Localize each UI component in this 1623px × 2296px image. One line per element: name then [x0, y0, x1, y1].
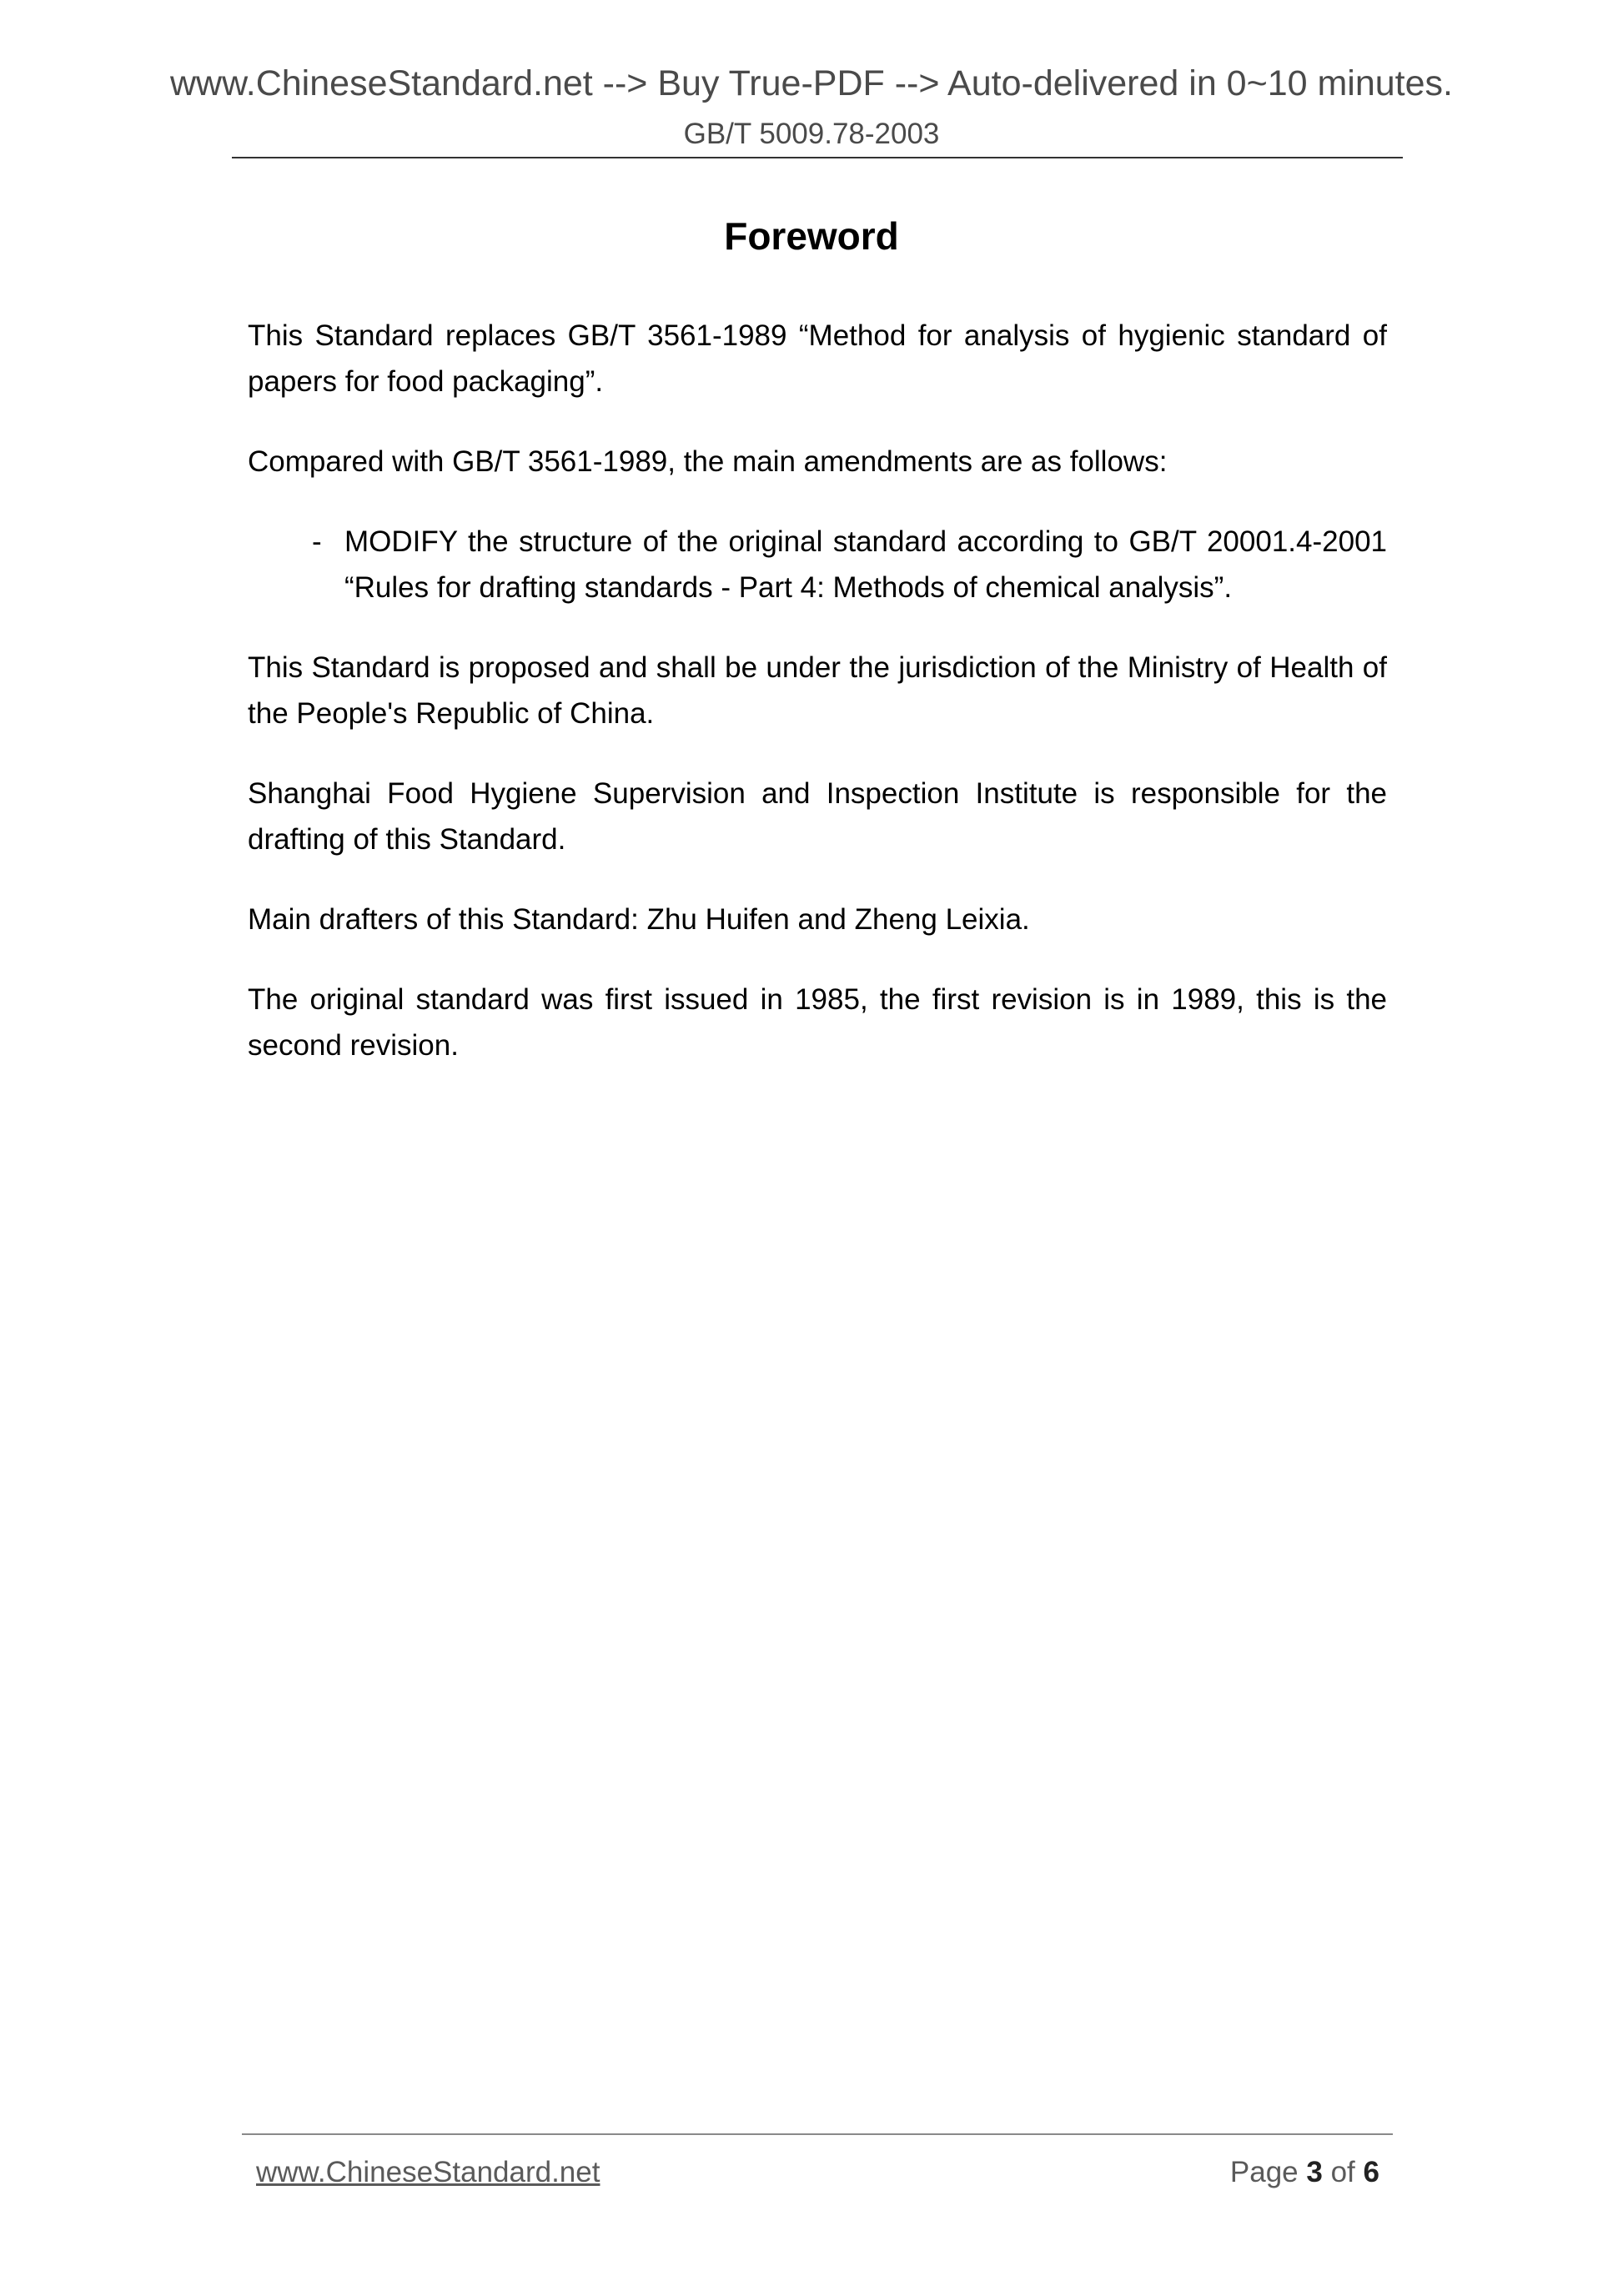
amendment-list-item — [312, 519, 1387, 610]
paragraph-jurisdiction: This Standard is proposed and shall be under the jurisdiction of the Ministry of Health of the People's Republic of China. — [248, 651, 1387, 730]
page-label: Page — [1229, 2156, 1299, 2188]
paragraph-drafters: Main drafters of this Standard: Zhu Huifen and Zheng Leixia. — [248, 903, 1030, 936]
amendment-line-2: “Rules for drafting standards - Part 4: Methods of chemical analysis”. — [344, 571, 1233, 604]
header-divider — [232, 157, 1403, 158]
paragraph-revision-history: The original standard was first issued in 1985, the first revision is in 1989, this is the second revision. — [248, 983, 1387, 1062]
list-bullet: - — [312, 525, 322, 558]
page-of: of — [1330, 2156, 1355, 2188]
header-banner: www.ChineseStandard.net --> Buy True-PDF --> Auto-delivered in 0~10 minutes. — [169, 63, 1453, 103]
footer-divider — [242, 2133, 1393, 2135]
document-body — [248, 313, 1387, 1103]
standard-number: GB/T 5009.78-2003 — [683, 118, 940, 150]
paragraph-replaces: This Standard replaces GB/T 3561-1989 “Method for analysis of hygienic standard of papers for food packaging”. — [248, 319, 1387, 398]
page-title: Foreword — [724, 214, 899, 258]
page-current: 3 — [1306, 2156, 1323, 2188]
footer-website-link[interactable]: www.ChineseStandard.net — [256, 2156, 600, 2188]
amendment-line-1: MODIFY the structure of the original standard according to GB/T 20001.4-2001 — [344, 525, 1387, 558]
paragraph-drafting-org: Shanghai Food Hygiene Supervision and Inspection Institute is responsible for the drafting of this Standard. — [248, 777, 1387, 856]
paragraph-amendments-intro: Compared with GB/T 3561-1989, the main amendments are as follows: — [248, 445, 1168, 478]
page-total: 6 — [1363, 2156, 1379, 2188]
page-indicator — [1230, 2155, 1379, 2190]
